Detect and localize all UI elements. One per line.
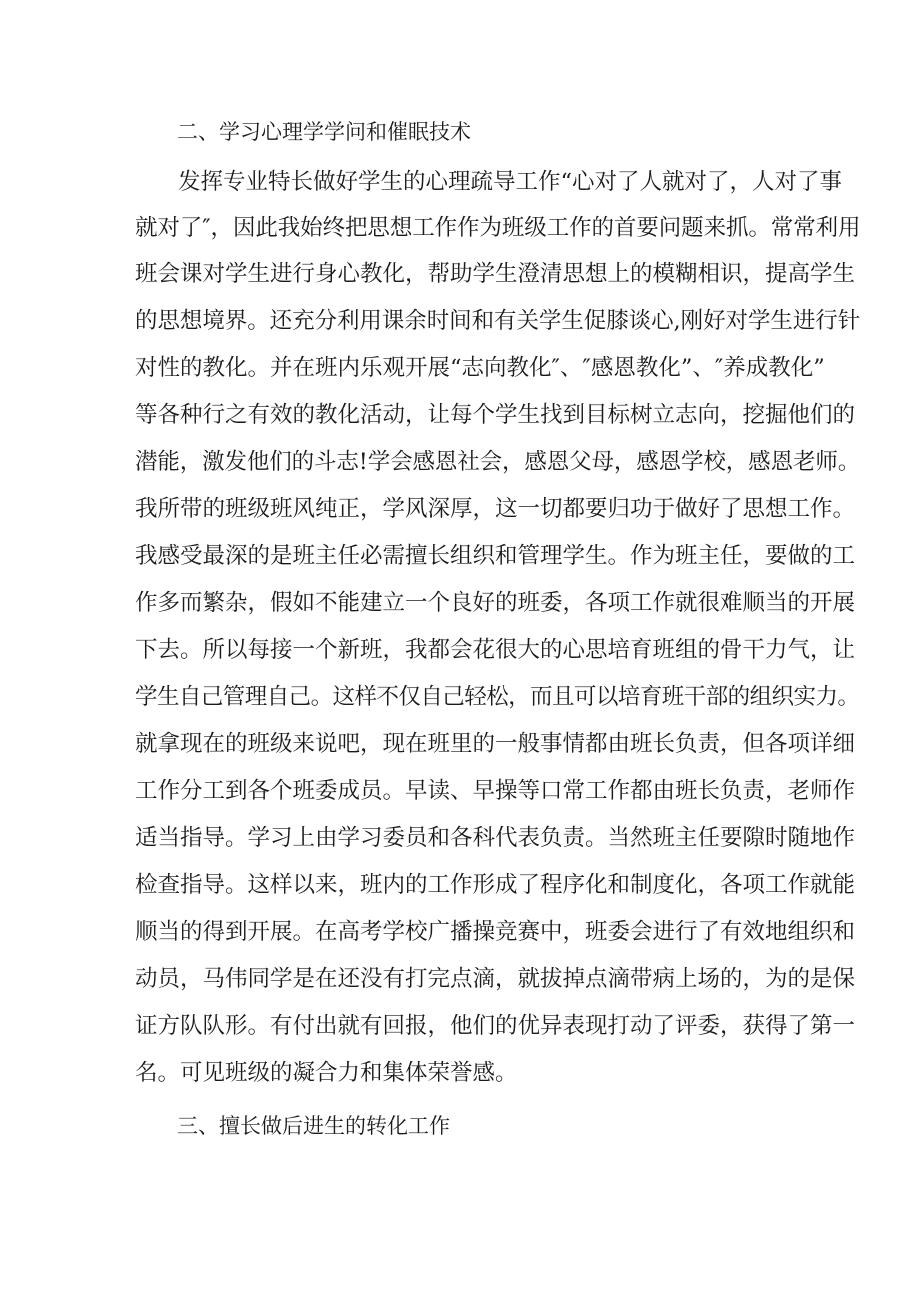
- paragraph-line: 顺当的得到开展。在高考学校广播操竞赛中，班委会进行了有效地组织和: [135, 919, 856, 945]
- paragraph-line: 下去。所以每接一个新班，我都会花很大的心思培育班组的骨干力气，让: [135, 637, 856, 663]
- paragraph-line: 适当指导。学习上由学习委员和各科代表负责。当然班主任要隙时随地作: [135, 825, 856, 851]
- section-heading-2: 二、学习心理学学问和催眠技术: [177, 120, 471, 144]
- paragraph-line: 就拿现在的班级来说吧，现在班里的一般事情都由班长负责，但各项详细: [135, 731, 856, 757]
- paragraph-line: 名。可见班级的凝合力和集体荣誉感。: [135, 1060, 518, 1086]
- paragraph-line: 检查指导。这样以来，班内的工作形成了程序化和制度化，各项工作就能: [135, 872, 856, 898]
- paragraph-line: 我感受最深的是班主任必需擅长组织和管理学生。作为班主任，要做的工: [135, 543, 856, 569]
- paragraph-line: 的思想境界。还充分利用课余时间和有关学生促膝谈心,刚好对学生进行针: [135, 308, 861, 334]
- paragraph-line: 对性的教化。并在班内乐观开展“志向教化″、″感恩教化”、″养成教化”: [135, 355, 825, 381]
- paragraph-line: 等各种行之有效的教化活动，让每个学生找到目标树立志向，挖掘他们的: [135, 402, 856, 428]
- section-heading-3: 三、擅长做后进生的转化工作: [177, 1114, 450, 1138]
- paragraph-line: 学生自己管理自己。这样不仅自己轻松，而且可以培育班干部的组织实力。: [135, 684, 860, 710]
- paragraph-line: 潜能，激发他们的斗志!学会感恩社会，感恩父母，感恩学校，感恩老师。: [135, 449, 861, 475]
- paragraph-line: 证方队队形。有付出就有回报，他们的优异表现打动了评委，获得了第一: [135, 1013, 856, 1039]
- paragraph-line: 动员，马伟同学是在还没有打完点滴，就拔掉点滴带病上场的，为的是保: [135, 966, 856, 992]
- paragraph-line: 就对了″，因此我始终把思想工作作为班级工作的首要问题来抓。常常利用: [135, 215, 861, 241]
- paragraph-line: 作多而繁杂，假如不能建立一个良好的班委，各项工作就很难顺当的开展: [135, 590, 856, 616]
- paragraph-line: 班会课对学生进行身心教化，帮助学生澄清思想上的模糊相识，提高学生: [135, 261, 856, 287]
- paragraph-line: 工作分工到各个班委成员。早读、早操等口常工作都由班长负责，老师作: [135, 778, 856, 804]
- paragraph-line: 我所带的班级班风纯正，学风深厚，这一切都要归功于做好了思想工作。: [135, 496, 856, 522]
- paragraph-line: 发挥专业特长做好学生的心理疏导工作“心对了人就对了，人对了事: [178, 169, 843, 195]
